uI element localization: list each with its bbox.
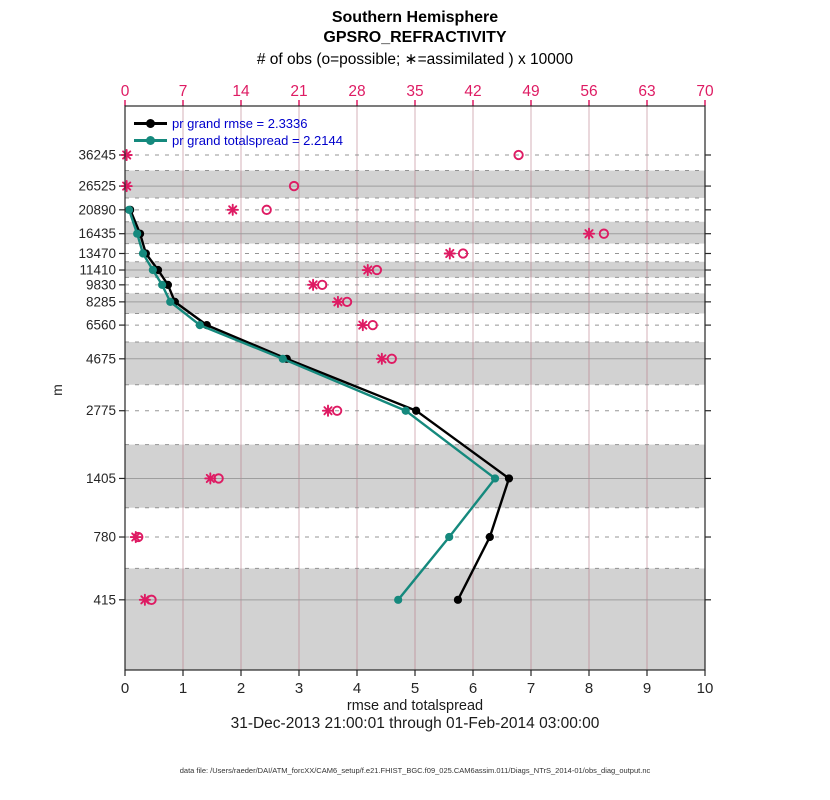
svg-text:0: 0 — [120, 83, 130, 100]
svg-text:7: 7 — [178, 83, 188, 100]
svg-text:2775: 2775 — [85, 403, 116, 419]
svg-text:1405: 1405 — [85, 470, 116, 486]
svg-text:6560: 6560 — [85, 317, 116, 333]
svg-text:415: 415 — [93, 592, 116, 608]
svg-text:6: 6 — [468, 680, 478, 697]
svg-text:7: 7 — [526, 680, 536, 697]
svg-text:8285: 8285 — [85, 294, 116, 310]
svg-text:70: 70 — [696, 83, 714, 100]
legend-line-totalspread-icon — [134, 139, 167, 142]
svg-text:21: 21 — [290, 83, 308, 100]
svg-text:35: 35 — [406, 83, 424, 100]
svg-text:14: 14 — [232, 83, 250, 100]
legend-label-totalspread: pr grand totalspread = 2.2144 — [172, 133, 343, 148]
svg-text:26525: 26525 — [78, 178, 116, 194]
bottom-axis — [121, 670, 714, 697]
svg-text:8: 8 — [584, 680, 594, 697]
svg-text:2: 2 — [236, 680, 246, 697]
date-range-caption: 31-Dec-2013 21:00:01 through 01-Feb-2014 03:00:00 — [230, 715, 600, 732]
top-axis-title: # of obs (o=possible; ∗=assimilated ) x 10000 — [256, 51, 574, 68]
svg-text:42: 42 — [464, 83, 482, 100]
data-file-caption: data file: /Users/raeder/DAI/ATM_forcXX/CAM6_setup/f.e21.FHIST_BGC.f09_025.CAM6assim.011/Diags_NTrS_2014-01/obs_diag_output.nc — [179, 766, 651, 775]
svg-text:3: 3 — [294, 680, 304, 697]
legend — [134, 115, 343, 149]
legend-item-rmse — [134, 115, 343, 132]
svg-text:4: 4 — [352, 680, 362, 697]
x-axis-title: rmse and totalspread — [346, 698, 484, 714]
legend-label-rmse: pr grand rmse = 2.3336 — [172, 116, 308, 131]
svg-text:1: 1 — [178, 680, 188, 697]
svg-text:49: 49 — [522, 83, 540, 100]
svg-text:9: 9 — [642, 680, 652, 697]
svg-text:56: 56 — [580, 83, 598, 100]
top-axis — [121, 83, 714, 106]
svg-text:5: 5 — [410, 680, 420, 697]
svg-text:63: 63 — [638, 83, 656, 100]
svg-text:36245: 36245 — [78, 147, 116, 163]
svg-text:13470: 13470 — [78, 245, 116, 261]
svg-text:16435: 16435 — [78, 226, 116, 242]
svg-text:11410: 11410 — [79, 262, 116, 278]
legend-item-totalspread — [134, 132, 343, 149]
svg-text:20890: 20890 — [78, 202, 116, 218]
y-axis-title: m — [49, 384, 65, 396]
svg-text:0: 0 — [120, 680, 130, 697]
svg-text:10: 10 — [696, 680, 714, 697]
svg-text:780: 780 — [93, 529, 116, 545]
figure-title: Southern Hemisphere — [331, 9, 499, 26]
svg-text:28: 28 — [348, 83, 366, 100]
legend-line-rmse-icon — [134, 122, 167, 125]
figure-subtitle: GPSRO_REFRACTIVITY — [323, 29, 507, 46]
svg-text:9830: 9830 — [85, 277, 116, 293]
svg-text:4675: 4675 — [85, 351, 116, 367]
